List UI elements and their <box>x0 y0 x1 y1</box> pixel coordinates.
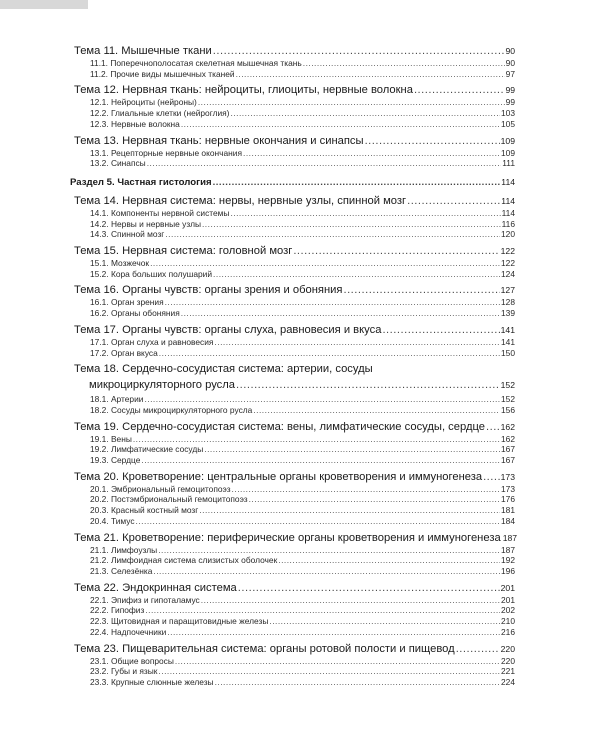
toc-page-number: 141 <box>501 336 515 347</box>
toc-subentry-title: 15.2. Кора больших полушарий <box>90 268 213 279</box>
toc-topic-title: Тема 20. Кроветворение: центральные органы кроветворения и иммуногенеза <box>74 470 483 483</box>
dot-leader <box>236 69 505 80</box>
dot-leader <box>243 148 500 159</box>
toc-topic-11[interactable] <box>74 44 515 58</box>
toc-subentry-14-3[interactable] <box>74 229 515 240</box>
dot-leader <box>181 119 500 130</box>
toc-topic-title: Тема 13. Нервная ткань: нервные окончания и синапсы <box>74 134 364 147</box>
dot-leader <box>213 44 505 58</box>
toc-subentry-title: 23.2. Губы и язык <box>90 666 158 677</box>
toc-page-number: 162 <box>501 433 515 444</box>
dot-leader <box>213 176 501 190</box>
dot-leader <box>230 208 500 219</box>
toc-subentry-title: 17.1. Орган слуха и равновесия <box>90 336 214 347</box>
toc-subentry-title: 15.1. Мозжечок <box>90 258 150 269</box>
toc-page-number: 181 <box>501 505 515 516</box>
dot-leader <box>158 666 500 677</box>
toc-page-number: 187 <box>501 544 515 555</box>
toc-subentry-13-2[interactable] <box>74 158 515 169</box>
toc-subentry-title: 18.2. Сосуды микроциркуляторного русла <box>90 404 253 415</box>
toc-topic-16[interactable] <box>74 283 515 297</box>
toc-subentry-title: 23.1. Общие вопросы <box>90 655 174 666</box>
toc-topic-title-line2: микроциркуляторного русла <box>89 379 236 392</box>
toc-page-number: 196 <box>501 565 515 576</box>
toc-subentry-17-1[interactable] <box>74 337 515 348</box>
dot-leader <box>238 581 500 595</box>
toc-page-number: 192 <box>501 555 515 566</box>
toc-subentry-22-1[interactable] <box>74 595 515 606</box>
toc-subentry-23-2[interactable] <box>74 666 515 677</box>
toc-subentry-12-2[interactable] <box>74 108 515 119</box>
dot-leader <box>343 283 499 297</box>
toc-topic-18[interactable] <box>74 362 515 394</box>
toc-subentry-title: 16.2. Органы обоняния <box>90 308 180 319</box>
toc-page-number: 187 <box>502 532 518 543</box>
toc-subentry-21-3[interactable] <box>74 566 515 577</box>
dot-leader <box>232 484 500 495</box>
toc-subentry-title: 22.1. Эпифиз и гипоталамус <box>90 594 200 605</box>
dot-leader <box>141 455 500 466</box>
toc-section-5[interactable] <box>70 175 515 190</box>
toc-subentry-title: 23.3. Крупные слюнные железы <box>90 676 214 687</box>
toc-subentry-23-3[interactable] <box>74 677 515 688</box>
toc-subentry-title: 12.2. Глиальные клетки (нейроглия) <box>90 108 230 119</box>
toc-page-number: 173 <box>501 483 515 494</box>
toc-subentry-16-1[interactable] <box>74 297 515 308</box>
toc-page-number: 122 <box>500 246 515 257</box>
dot-leader <box>133 434 500 445</box>
toc-subentry-title: 22.2. Гипофиз <box>90 605 145 616</box>
toc-page-number: 202 <box>501 605 515 616</box>
toc-subentry-title: 20.1. Эмбриональный гемоцитопоэз <box>90 483 231 494</box>
toc-subentry-title: 14.3. Спинной мозг <box>90 229 165 240</box>
dot-leader <box>483 470 500 484</box>
toc-page-number: 156 <box>501 404 515 415</box>
dot-leader <box>456 642 500 656</box>
toc-page-number: 152 <box>501 394 515 405</box>
toc-page-number: 114 <box>501 207 515 218</box>
toc-subentry-11-2[interactable] <box>74 69 515 80</box>
toc-subentry-title: 13.2. Синапсы <box>90 158 146 169</box>
dot-leader <box>175 656 500 667</box>
toc-subentry-title: 17.2. Орган вкуса <box>90 347 158 358</box>
toc-page-number: 99 <box>505 97 515 108</box>
dot-leader <box>230 108 500 119</box>
toc-topic-15[interactable] <box>74 244 515 258</box>
dot-leader <box>382 323 499 337</box>
toc-page-number: 224 <box>501 676 515 687</box>
dot-leader <box>202 219 501 230</box>
dot-leader <box>144 394 500 405</box>
toc-subentry-20-2[interactable] <box>74 494 515 505</box>
toc-subentry-title: 12.1. Нейроциты (нейроны) <box>90 97 197 108</box>
toc-page-number: 114 <box>501 176 515 187</box>
toc-subentry-12-1[interactable] <box>74 97 515 108</box>
toc-page-number: 201 <box>501 594 515 605</box>
toc-page-number: 152 <box>500 380 515 391</box>
toc-topic-title: Тема 16. Органы чувств: органы зрения и обоняния <box>74 284 343 297</box>
dot-leader <box>253 405 500 416</box>
toc-page-number: 184 <box>501 515 515 526</box>
toc-page-number: 221 <box>501 666 515 677</box>
dot-leader <box>365 134 500 148</box>
toc-subentry-19-1[interactable] <box>74 434 515 445</box>
dot-leader <box>147 158 502 169</box>
dot-leader <box>278 555 500 566</box>
toc-subentry-title: 21.1. Лимфоузлы <box>90 544 158 555</box>
table-of-contents <box>70 36 518 688</box>
toc-subentry-19-3[interactable] <box>74 455 515 466</box>
toc-subentry-22-3[interactable] <box>74 616 515 627</box>
toc-topic-19[interactable] <box>74 420 515 434</box>
toc-subentry-title: 14.2. Нервы и нервные узлы <box>90 218 201 229</box>
dot-leader <box>293 244 499 258</box>
dot-leader <box>486 420 500 434</box>
toc-topic-17[interactable] <box>74 323 515 337</box>
dot-leader <box>136 516 501 527</box>
toc-topic-title: Тема 17. Органы чувств: органы слуха, равновесия и вкуса <box>74 323 382 336</box>
dot-leader <box>249 494 500 505</box>
dot-leader <box>145 605 500 616</box>
dot-leader <box>269 616 500 627</box>
toc-page-number: 114 <box>501 195 515 206</box>
toc-topic-22[interactable] <box>74 581 515 595</box>
dot-leader <box>201 595 500 606</box>
toc-page-number: 111 <box>502 158 515 169</box>
toc-subentry-title: 20.4. Тимус <box>90 515 135 526</box>
dot-leader <box>153 566 500 577</box>
toc-page-number: 122 <box>501 258 515 269</box>
dot-leader <box>236 376 500 394</box>
toc-subentry-title: 14.1. Компоненты нервной системы <box>90 207 230 218</box>
toc-subentry-title: 21.3. Селезёнка <box>90 565 153 576</box>
toc-topic-title: Тема 12. Нервная ткань: нейроциты, глиоциты, нервные волокна <box>74 84 413 97</box>
toc-topic-13[interactable] <box>74 134 515 148</box>
toc-page-number: 127 <box>500 285 515 296</box>
toc-subentry-19-2[interactable] <box>74 444 515 455</box>
toc-subentry-23-1[interactable] <box>74 656 515 667</box>
dot-leader <box>198 97 505 108</box>
toc-page-number: 210 <box>501 616 515 627</box>
dot-leader <box>181 308 500 319</box>
toc-page-number: 162 <box>500 421 515 432</box>
toc-topic-title: Тема 19. Сердечно-сосудистая система: вены, лимфатические сосуды, сердце <box>74 420 485 433</box>
dot-leader <box>213 269 500 280</box>
toc-topic-20[interactable] <box>74 470 515 484</box>
dot-leader <box>165 229 500 240</box>
dot-leader <box>214 337 500 348</box>
toc-subentry-20-1[interactable] <box>74 484 515 495</box>
toc-subentry-title: 18.1. Артерии <box>90 394 144 405</box>
toc-subentry-title: 22.4. Надпочечники <box>90 626 167 637</box>
toc-subentry-title: 19.2. Лимфатические сосуды <box>90 444 204 455</box>
toc-page-number: 124 <box>501 268 515 279</box>
toc-topic-title: Тема 11. Мышечные ткани <box>74 45 212 57</box>
toc-page-number: 90 <box>505 58 515 68</box>
dot-leader <box>215 677 500 688</box>
scan-corner-mark <box>0 0 88 9</box>
toc-topic-23[interactable] <box>74 642 515 656</box>
toc-subentry-15-2[interactable] <box>74 269 515 280</box>
toc-subentry-title: 20.2. Постэмбриональный гемоцитопоэз <box>90 494 248 505</box>
toc-page-number: 99 <box>505 85 515 96</box>
toc-subentry-22-4[interactable] <box>74 627 515 638</box>
toc-subentry-20-3[interactable] <box>74 505 515 516</box>
dot-leader <box>158 545 500 556</box>
toc-subentry-21-2[interactable] <box>74 555 515 566</box>
toc-section-title: Раздел 5. Частная гистология <box>70 176 212 188</box>
toc-subentry-14-2[interactable] <box>74 219 515 230</box>
toc-subentry-13-1[interactable] <box>74 148 515 159</box>
toc-page-number: 220 <box>500 643 515 654</box>
toc-page-number: 139 <box>501 308 515 319</box>
toc-page-number: 141 <box>500 324 515 335</box>
toc-topic-title: Тема 14. Нервная система: нервы, нервные узлы, спинной мозг <box>74 194 407 207</box>
toc-subentry-title: 11.2. Прочие виды мышечных тканей <box>90 68 235 79</box>
toc-subentry-title: 12.3. Нервные волокна <box>90 118 180 129</box>
toc-page-number: 109 <box>500 135 515 146</box>
toc-page-number: 176 <box>501 494 515 505</box>
toc-subentry-18-2[interactable] <box>74 405 515 416</box>
toc-subentry-title: 19.3. Сердце <box>90 455 141 466</box>
dot-leader <box>167 627 500 638</box>
toc-subentry-11-1[interactable] <box>74 58 515 69</box>
toc-subentry-12-3[interactable] <box>74 119 515 130</box>
toc-page-number: 167 <box>501 455 515 466</box>
dot-leader <box>159 348 500 359</box>
toc-page-number: 201 <box>500 582 515 593</box>
toc-page-number: 90 <box>505 46 515 56</box>
toc-page-number: 120 <box>501 229 515 240</box>
toc-page-number: 173 <box>500 471 515 482</box>
dot-leader <box>204 444 500 455</box>
toc-page-number: 150 <box>501 347 515 358</box>
toc-page-number: 116 <box>501 218 515 229</box>
toc-subentry-18-1[interactable] <box>74 394 515 405</box>
toc-subentry-title: 20.3. Красный костный мозг <box>90 505 199 516</box>
toc-subentry-title: 22.3. Щитовидная и паращитовидные железы <box>90 616 269 627</box>
toc-page-number: 103 <box>501 108 515 119</box>
toc-subentry-title: 21.2. Лимфоидная система слизистых оболочек <box>90 555 278 566</box>
toc-subentry-15-1[interactable] <box>74 258 515 269</box>
toc-page-number: 167 <box>501 444 515 455</box>
toc-page-number: 97 <box>505 68 515 79</box>
dot-leader <box>407 194 500 208</box>
toc-subentry-title: 16.1. Орган зрения <box>90 297 164 308</box>
toc-topic-title: Тема 21. Кроветворение: периферические органы кроветворения и иммуногенеза <box>74 531 501 544</box>
toc-page-number: 109 <box>501 147 515 158</box>
dot-leader <box>414 83 505 97</box>
toc-page-number: 220 <box>501 655 515 666</box>
toc-subentry-title: 13.1. Рецепторные нервные окончания <box>90 147 242 158</box>
dot-leader <box>303 58 505 69</box>
dot-leader <box>199 505 500 516</box>
toc-page-number: 128 <box>501 297 515 308</box>
toc-topic-title: Тема 23. Пищеварительная система: органы ротовой полости и пищевод <box>74 642 455 655</box>
toc-subentry-17-2[interactable] <box>74 348 515 359</box>
toc-topic-12[interactable] <box>74 83 515 97</box>
dot-leader <box>150 258 500 269</box>
toc-page-number: 216 <box>501 626 515 637</box>
toc-topic-title: Тема 22. Эндокринная система <box>74 581 237 594</box>
toc-topic-14[interactable] <box>74 194 515 208</box>
toc-subentry-21-1[interactable] <box>74 545 515 556</box>
toc-subentry-14-1[interactable] <box>74 208 515 219</box>
toc-topic-title: Тема 15. Нервная система: головной мозг <box>74 245 293 258</box>
toc-topic-21[interactable] <box>74 531 518 545</box>
toc-subentry-20-4[interactable] <box>74 516 515 527</box>
toc-subentry-22-2[interactable] <box>74 605 515 616</box>
toc-subentry-title: 19.1. Вены <box>90 433 132 444</box>
toc-topic-title-line1: Тема 18. Сердечно-сосудистая система: артерии, сосуды <box>74 363 373 376</box>
toc-subentry-title: 11.1. Поперечнополосатая скелетная мышечная ткань <box>90 58 302 68</box>
dot-leader <box>165 297 500 308</box>
toc-subentry-16-2[interactable] <box>74 308 515 319</box>
toc-page-number: 105 <box>501 118 515 129</box>
